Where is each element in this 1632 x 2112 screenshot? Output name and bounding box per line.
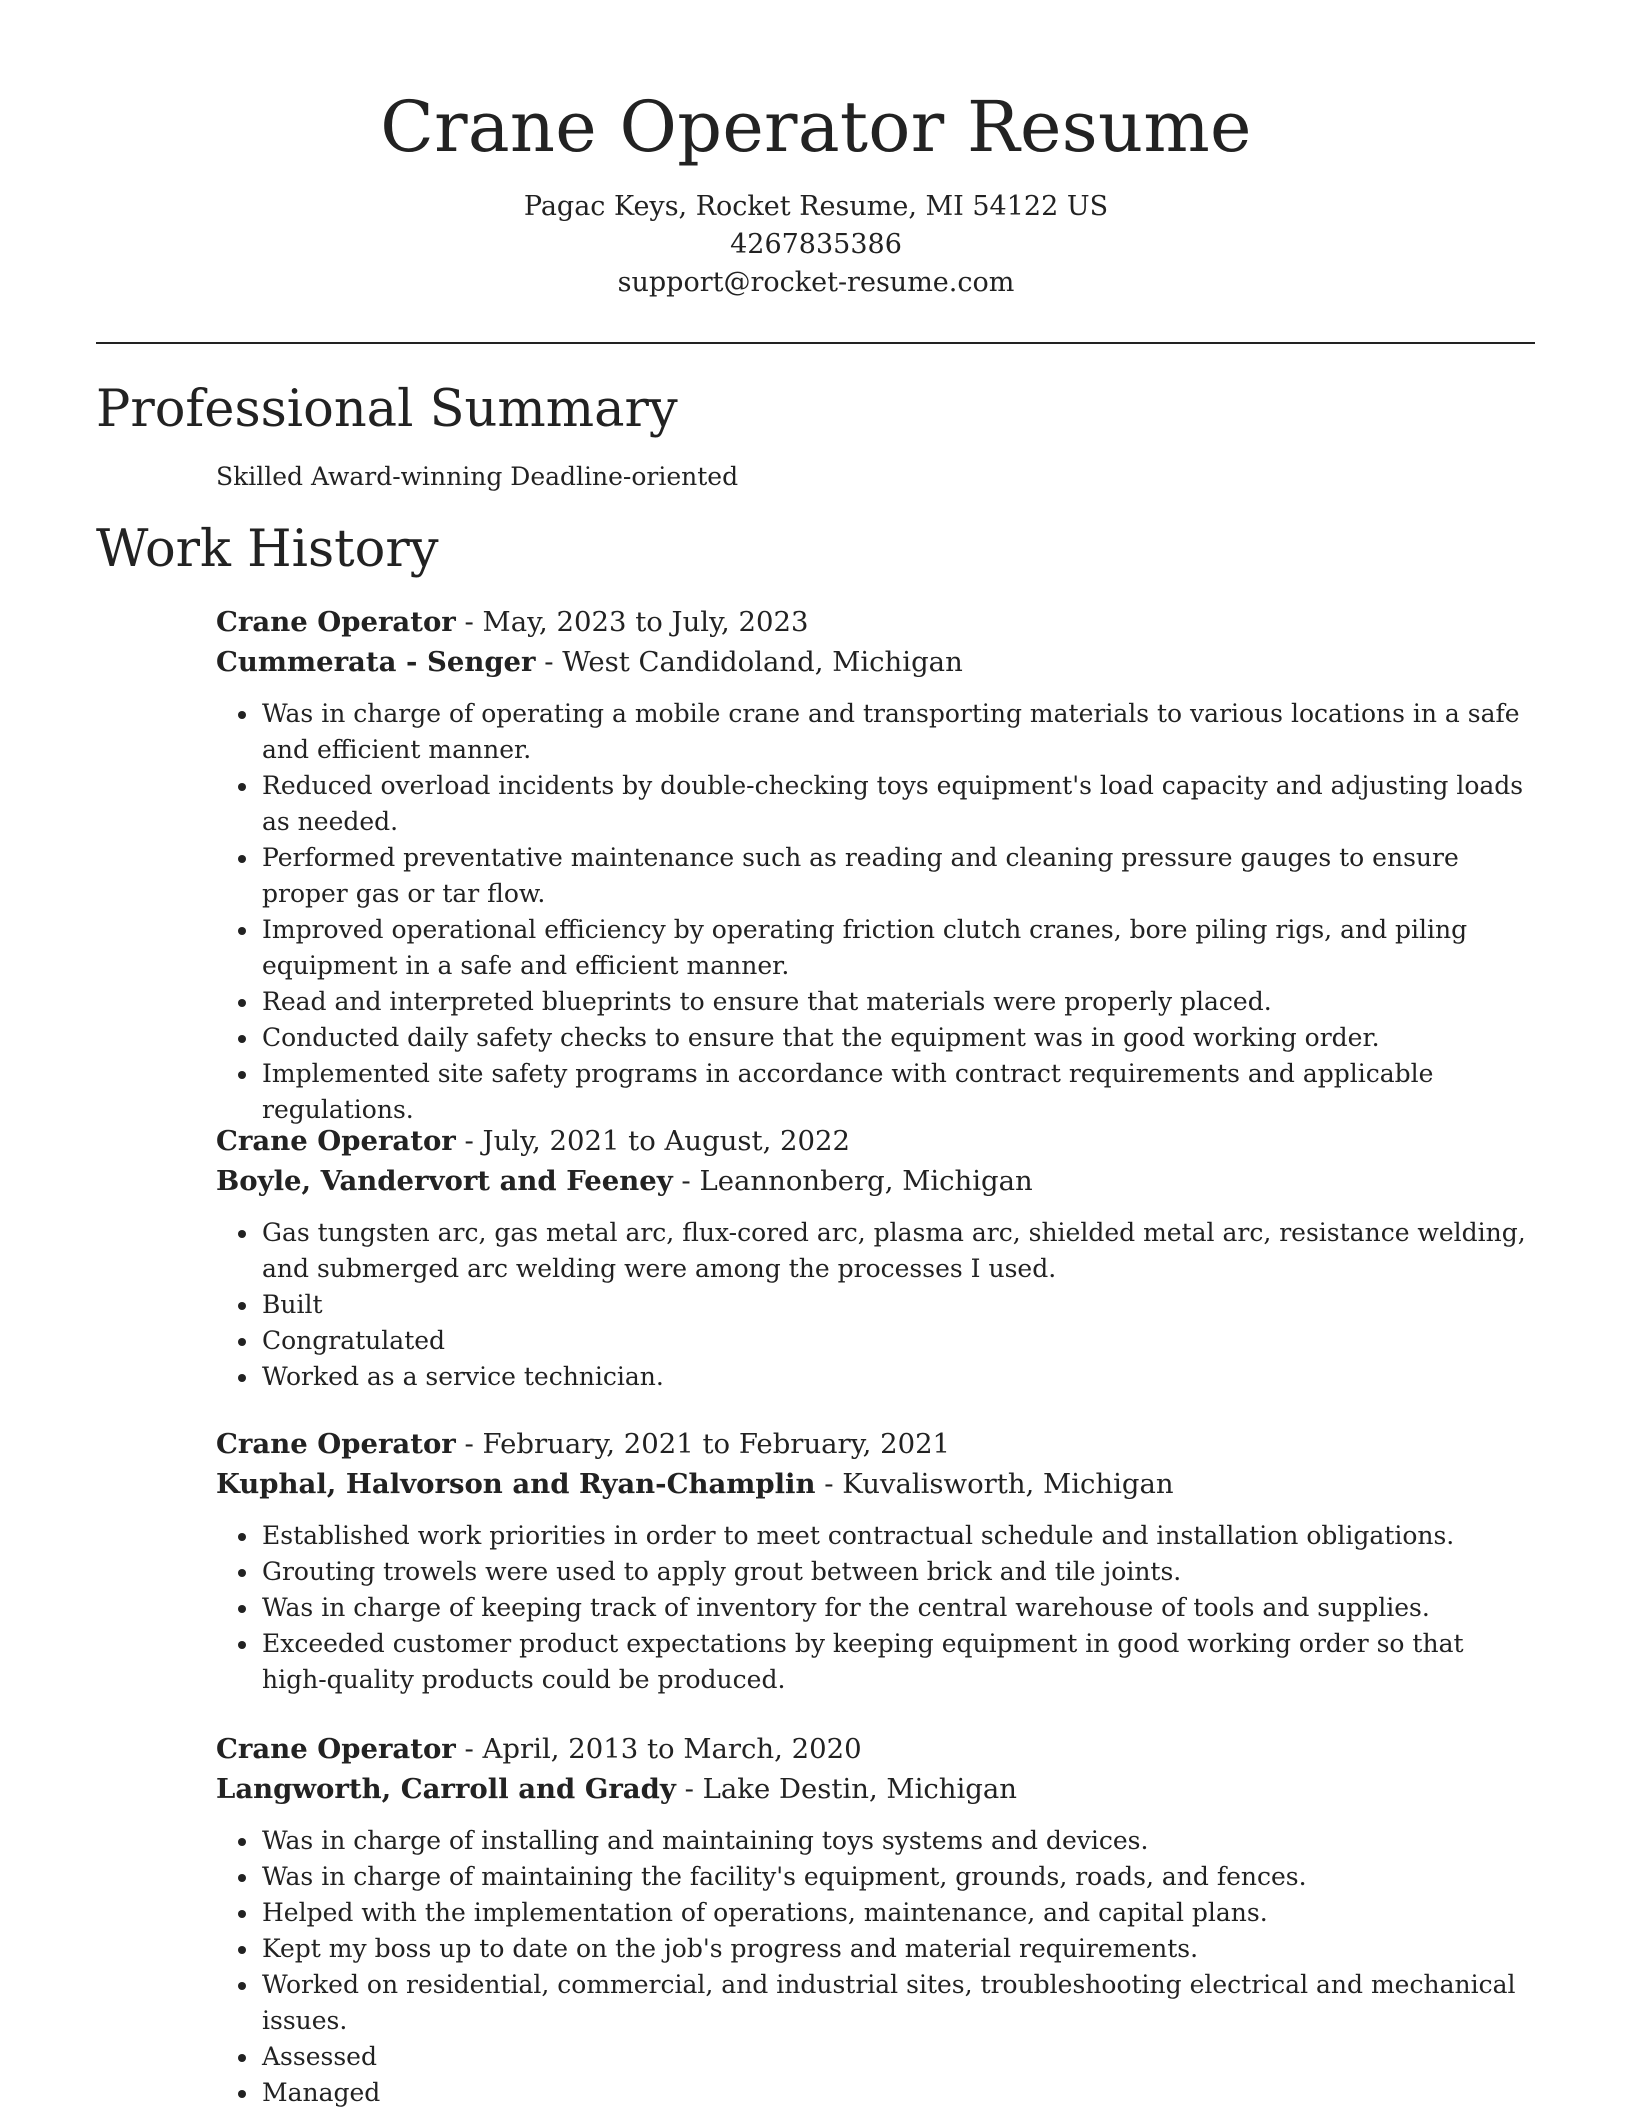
job-bullet: • Congratulated xyxy=(260,1323,1536,1359)
job-bullet: • Read and interpreted blueprints to ensure that materials were properly placed. xyxy=(260,984,1536,1020)
job-employer-line xyxy=(216,642,1536,682)
job-role: Crane Operator xyxy=(216,1125,456,1157)
job-bullet: • Improved operational efficiency by operating friction clutch cranes, bore piling rigs, and piling equipment in a safe and efficient manner. xyxy=(260,912,1536,984)
job-title-line xyxy=(216,1729,1536,1769)
job-bullet: • Worked as a service technician. xyxy=(260,1359,1536,1395)
job-bullet: • Kept my boss up to date on the job's progress and material requirements. xyxy=(260,1931,1536,1967)
job-bullet: • Reduced overload incidents by double-checking toys equipment's load capacity and adjusting loads as needed. xyxy=(260,768,1536,840)
job-role: Crane Operator xyxy=(216,1428,456,1460)
job-bullet: • Managed xyxy=(260,2075,1536,2111)
job-bullet: • Established work priorities in order to meet contractual schedule and installation obligations. xyxy=(260,1518,1536,1554)
job-company: Langworth, Carroll and Grady xyxy=(216,1773,676,1805)
job-company: Boyle, Vandervort and Feeney xyxy=(216,1165,673,1197)
job-dates: - May, 2023 to July, 2023 xyxy=(455,606,809,638)
contact-block xyxy=(0,188,1632,302)
job-bullet: • Was in charge of keeping track of inventory for the central warehouse of tools and supplies. xyxy=(260,1590,1536,1626)
job-bullet: • Implemented site safety programs in accordance with contract requirements and applicable regulations. xyxy=(260,1056,1536,1128)
job-dates: - July, 2021 to August, 2022 xyxy=(455,1125,851,1157)
job-bullet: • Grouting trowels were used to apply grout between brick and tile joints. xyxy=(260,1554,1536,1590)
job-bullet: • Worked on residential, commercial, and industrial sites, troubleshooting electrical and mechanical issues. xyxy=(260,1967,1536,2039)
job-bullet: • Assessed xyxy=(260,2039,1536,2075)
job-role: Crane Operator xyxy=(216,606,456,638)
job-role: Crane Operator xyxy=(216,1733,456,1765)
job-entry xyxy=(216,1121,1536,1395)
job-employer-line xyxy=(216,1769,1536,1809)
job-bullets xyxy=(216,1823,1536,2111)
job-bullets xyxy=(216,1518,1536,1698)
job-bullet: • Exceeded customer product expectations by keeping equipment in good working order so that high-quality products could be produced. xyxy=(260,1626,1536,1698)
job-title-line xyxy=(216,602,1536,642)
job-entry xyxy=(216,602,1536,1128)
header-divider xyxy=(96,342,1535,344)
job-bullet: • Performed preventative maintenance such as reading and cleaning pressure gauges to ensure proper gas or tar flow. xyxy=(260,840,1536,912)
resume-header xyxy=(0,84,1632,302)
job-location: - Leannonberg, Michigan xyxy=(672,1165,1033,1197)
summary-text: Skilled Award-winning Deadline-oriented xyxy=(216,462,739,491)
job-location: - Lake Destin, Michigan xyxy=(675,1773,1018,1805)
job-entry xyxy=(216,1729,1536,2111)
job-bullet: • Was in charge of operating a mobile crane and transporting materials to various locations in a safe and efficient manner. xyxy=(260,696,1536,768)
job-bullets xyxy=(216,1215,1536,1395)
job-bullet: • Gas tungsten arc, gas metal arc, flux-cored arc, plasma arc, shielded metal arc, resistance welding, and submerged arc welding were among the processes I used. xyxy=(260,1215,1536,1287)
job-bullet: • Was in charge of maintaining the facility's equipment, grounds, roads, and fences. xyxy=(260,1859,1536,1895)
summary-heading: Professional Summary xyxy=(96,380,678,439)
job-bullet: • Built xyxy=(260,1287,1536,1323)
job-dates: - February, 2021 to February, 2021 xyxy=(455,1428,951,1460)
job-location: - West Candidoland, Michigan xyxy=(535,646,963,678)
job-employer-line xyxy=(216,1161,1536,1201)
job-bullet: • Was in charge of installing and maintaining toys systems and devices. xyxy=(260,1823,1536,1859)
contact-address: Pagac Keys, Rocket Resume, MI 54122 US xyxy=(523,191,1109,222)
contact-email: support@rocket-resume.com xyxy=(617,267,1015,298)
job-bullet: • Helped with the implementation of operations, maintenance, and capital plans. xyxy=(260,1895,1536,1931)
job-bullet: • Conducted daily safety checks to ensure that the equipment was in good working order. xyxy=(260,1020,1536,1056)
resume-title: Crane Operator Resume xyxy=(380,86,1252,168)
job-dates: - April, 2013 to March, 2020 xyxy=(455,1733,862,1765)
job-location: - Kuvalisworth, Michigan xyxy=(815,1468,1174,1500)
job-title-line xyxy=(216,1424,1536,1464)
job-bullets xyxy=(216,696,1536,1128)
job-employer-line xyxy=(216,1464,1536,1504)
job-title-line xyxy=(216,1121,1536,1161)
job-company: Cummerata - Senger xyxy=(216,646,536,678)
work-history-heading: Work History xyxy=(96,520,439,579)
job-entry xyxy=(216,1424,1536,1698)
contact-phone: 4267835386 xyxy=(730,229,902,260)
job-company: Kuphal, Halvorson and Ryan-Champlin xyxy=(216,1468,816,1500)
